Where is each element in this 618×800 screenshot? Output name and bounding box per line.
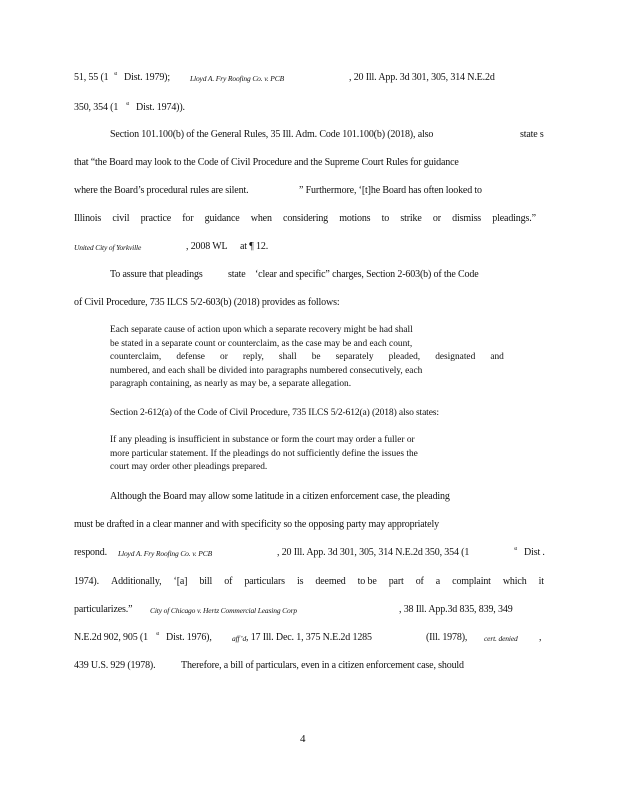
word: motions [339, 213, 371, 224]
word: pleadings.” [492, 213, 536, 224]
quote-line: If any pleading is insufficient in substance or form the court may order a fuller or [110, 435, 415, 445]
page-number: 4 [300, 733, 306, 745]
text-run: ‘clear and specific” charges, Section 2-603(b) of the Code [255, 269, 479, 280]
text-run: N.E.2d 902, 905 (1 [74, 632, 148, 643]
word: complaint [452, 576, 491, 587]
text-line: of Civil Procedure, 735 ILCS 5/2-603(b) (2018) provides as follows: [74, 297, 340, 308]
word: bill [199, 576, 213, 587]
word: or [220, 352, 228, 363]
text-run: state [228, 269, 246, 280]
text-run: 439 U.S. 929 (1978). [74, 660, 156, 671]
text-run: , 38 Ill. App.3d 835, 839, 349 [399, 604, 513, 615]
text-run: Dist. 1979); [124, 72, 170, 83]
word: designated [435, 352, 476, 363]
word: strike [400, 213, 422, 224]
word: guidance [204, 213, 240, 224]
word: of [224, 576, 233, 587]
text-run: Therefore, a bill of particulars, even in a citizen enforcement case, should [181, 660, 464, 671]
word: part [388, 576, 404, 587]
word: ‘[a] [173, 576, 188, 587]
word: defense [176, 352, 205, 363]
word: reply, [242, 352, 264, 363]
ordinal-superscript: st [514, 547, 518, 552]
text-run: , 20 Ill. App. 3d 301, 305, 314 N.E.2d 350, 354 (1 [277, 547, 470, 558]
word: and [490, 352, 504, 363]
text-run: Section 101.100(b) of the General Rules, 35 Ill. Adm. Code 101.100(b) (2018), also [110, 129, 434, 140]
block-quote [110, 434, 430, 475]
text-run: (Ill. 1978), [426, 632, 468, 643]
word: pleaded, [388, 352, 421, 363]
text-run: , [539, 632, 542, 643]
case-citation: Lloyd A. Fry Roofing Co. v. PCB [190, 74, 285, 83]
text-run: 51, 55 (1 [74, 72, 109, 83]
text-run: ” Furthermore, ‘[t]he Board has often looked to [299, 185, 482, 196]
ordinal-superscript: st [126, 102, 130, 107]
quote-line: Each separate cause of action upon which a separate recovery might be had shall [110, 325, 413, 335]
text-run: Dist . [524, 547, 545, 558]
word: to be [357, 576, 377, 587]
text-run: respond. [74, 547, 107, 558]
word: civil [112, 213, 130, 224]
justified-quote-line [110, 351, 504, 365]
word: is [296, 576, 304, 587]
word: to [381, 213, 390, 224]
text-line: Section 2-612(a) of the Code of Civil Procedure, 735 ILCS 5/2-612(a) (2018) also states: [110, 407, 439, 418]
word: Additionally, [111, 576, 162, 587]
word: Illinois [74, 213, 102, 224]
text-line: Although the Board may allow some latitude in a citizen enforcement case, the pleading [110, 491, 450, 502]
word: dismiss [452, 213, 482, 224]
case-citation: Lloyd A. Fry Roofing Co. v. PCB [118, 549, 213, 558]
quote-line: paragraph containing, as nearly as may be, a separate allegation. [110, 379, 352, 390]
text-run: To assure that pleadings [110, 269, 203, 280]
text-run: state s [520, 129, 544, 140]
word: particulars [244, 576, 285, 587]
word: it [538, 576, 544, 587]
word: practice [140, 213, 172, 224]
quote-line: court may order other pleadings prepared. [110, 462, 268, 473]
text-line: must be drafted in a clear manner and with specificity so the opposing party may appropriately [74, 519, 439, 530]
justified-line [74, 576, 544, 588]
word: be [311, 352, 321, 363]
text-run: 350, 354 (1 [74, 102, 119, 113]
text-run: where the Board’s procedural rules are silent. [74, 185, 249, 196]
word: counterclaim, [110, 352, 162, 363]
case-citation: cert. denied [484, 634, 518, 643]
case-citation: United City of Yorkville [74, 243, 142, 252]
word: or [432, 213, 441, 224]
case-citation: aff’d [232, 634, 247, 643]
word: deemed [315, 576, 346, 587]
word: shall [278, 352, 297, 363]
ordinal-superscript: st [114, 72, 118, 77]
word: separately [335, 352, 374, 363]
word: of [415, 576, 424, 587]
text-run: , 20 Ill. App. 3d 301, 305, 314 N.E.2d [349, 72, 495, 83]
block-quote [110, 324, 504, 392]
word: 1974). [74, 576, 99, 587]
quote-line: numbered, and each shall be divided into paragraphs numbered consecutively, each [110, 365, 423, 376]
word: considering [283, 213, 329, 224]
text-run: Dist. 1974)). [136, 102, 185, 113]
ordinal-superscript: st [156, 632, 160, 637]
word: when [250, 213, 272, 224]
case-citation: City of Chicago v. Hertz Commercial Leasing Corp [150, 606, 297, 615]
text-run: particularizes.” [74, 604, 133, 615]
justified-line [74, 213, 536, 225]
quote-line: be stated in a separate count or counterclaim, as the case may be and each count, [110, 338, 413, 349]
word: for [182, 213, 194, 224]
word: which [502, 576, 527, 587]
text-run: , 2008 WL [186, 241, 228, 252]
quote-line: more particular statement. If the pleadings do not sufficiently define the issues the [110, 448, 418, 459]
text-run: Dist. 1976), [166, 632, 212, 643]
text-run: , 17 Ill. Dec. 1, 375 N.E.2d 1285 [246, 632, 372, 643]
text-run: at ¶ 12. [240, 241, 269, 252]
text-line: that “the Board may look to the Code of Civil Procedure and the Supreme Court Rules for guidance [74, 157, 459, 168]
word: a [435, 576, 441, 587]
